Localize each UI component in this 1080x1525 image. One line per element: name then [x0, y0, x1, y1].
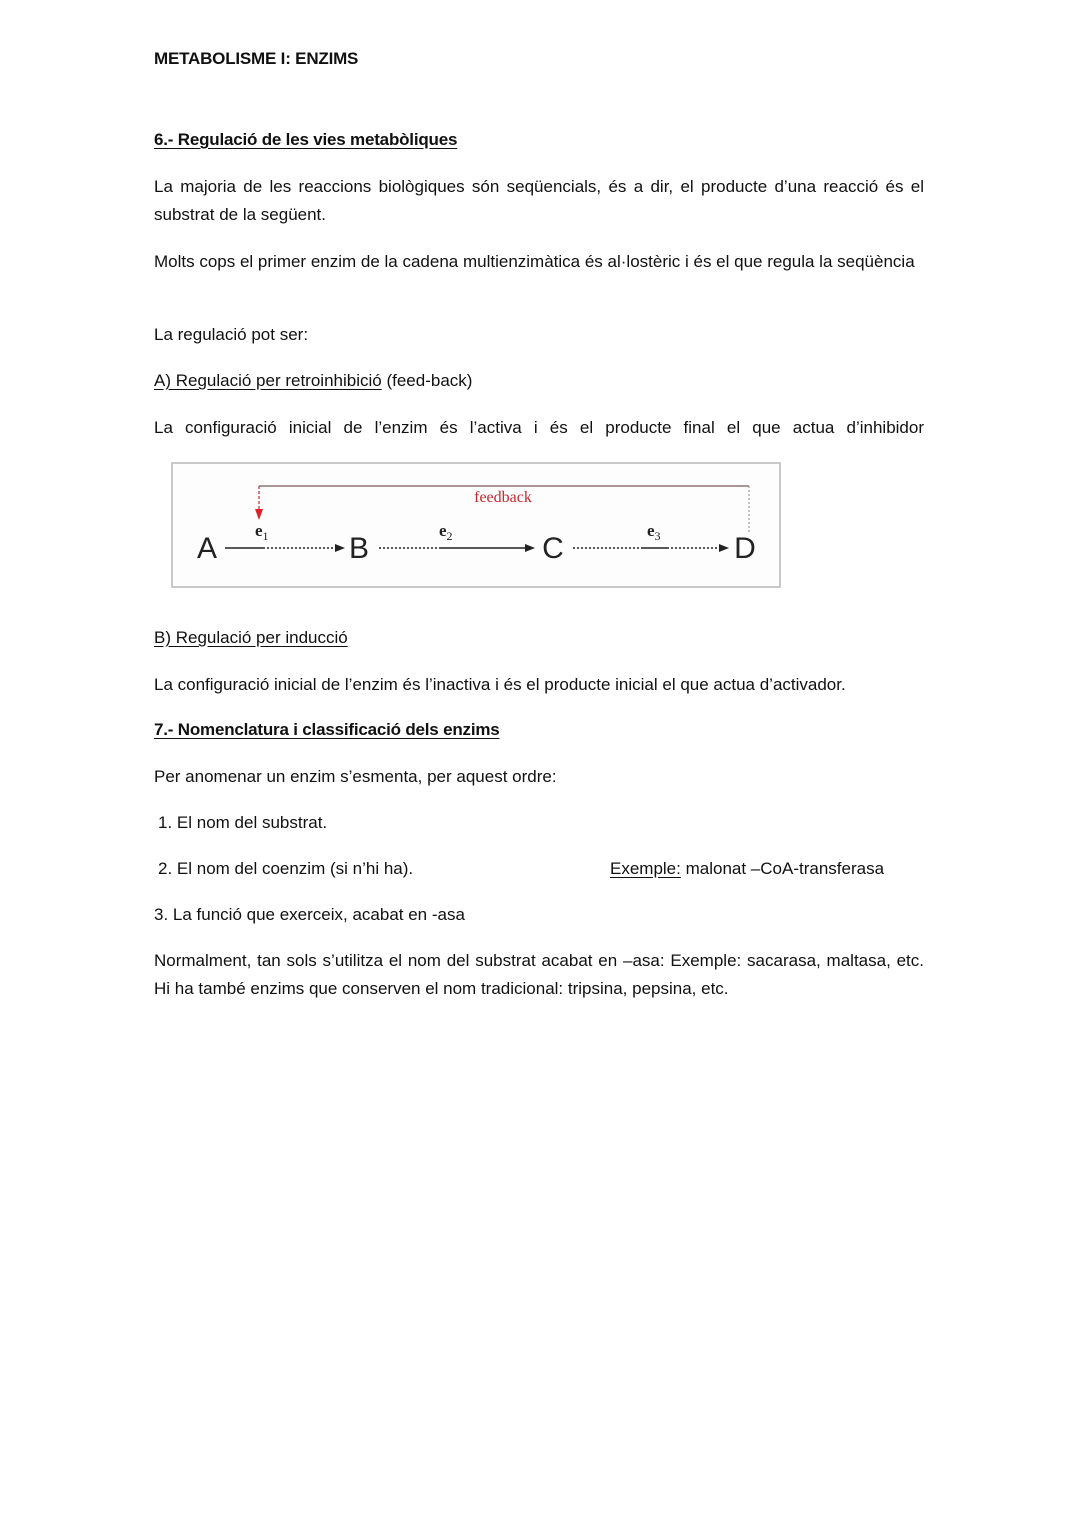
section-6-paragraph-3: La regulació pot ser:	[154, 325, 309, 344]
feedback-label: feedback	[474, 489, 532, 506]
node-c: C	[542, 532, 564, 565]
subsection-b-heading	[154, 624, 924, 652]
node-b: B	[348, 532, 370, 565]
document-header: METABOLISME I: ENZIMS	[154, 49, 359, 68]
section-7-closing: Normalment, tan sols s’utilitza el nom del substrat acabat en –asa: Exemple: sacarasa, maltasa, etc. Hi ha també enzims que conserven el nom tradicional: tripsina, pepsina, etc.	[154, 951, 924, 998]
list-item-1: 1. El nom del substrat.	[158, 813, 328, 832]
section-6-paragraph-2: Molts cops el primer enzim de la cadena multienzimàtica és al·lostèric i és el que regula la seqüència	[154, 252, 915, 271]
section-6-paragraph-1: La majoria de les reaccions biològiques són seqüencials, és a dir, el producte d’una reacció és el substrat de la següent.	[154, 177, 924, 224]
subsection-a-title-suffix: (feed-back)	[381, 371, 473, 390]
section-7-title: 7.- Nomenclatura i classificació dels enzims	[154, 720, 500, 739]
arrow-icon	[335, 544, 345, 552]
feedback-diagram	[171, 462, 781, 588]
list-item-2: 2. El nom del coenzim (si n’hi ha).	[158, 859, 414, 878]
arrow-icon	[525, 544, 535, 552]
subsection-a-heading	[154, 367, 924, 395]
subsection-a-text: La configuració inicial de l’enzim és l’activa i és el producte final el que actua d’inhibidor	[154, 418, 924, 437]
example-note	[610, 855, 884, 883]
example-label: Exemple:	[610, 859, 681, 878]
enzyme-e3: $e_3$	[647, 521, 661, 543]
subsection-b-title: B) Regulació per inducció	[154, 628, 348, 647]
example-text: malonat –CoA-transferasa	[680, 859, 885, 878]
node-d: D	[734, 532, 756, 565]
enzyme-e1: $e_1$	[255, 521, 269, 543]
node-a: A	[196, 532, 218, 565]
section-7-intro: Per anomenar un enzim s’esmenta, per aquest ordre:	[154, 767, 557, 786]
section-6-title: 6.- Regulació de les vies metabòliques	[154, 130, 458, 149]
arrow-icon	[719, 544, 729, 552]
list-item-3: 3. La funció que exerceix, acabat en -asa	[154, 905, 465, 924]
enzyme-e2: $e_2$	[439, 521, 453, 543]
inhibition-arrow-icon	[255, 509, 263, 520]
subsection-b-text: La configuració inicial de l’enzim és l’inactiva i és el producte inicial el que actua d’activador.	[154, 675, 846, 694]
subsection-a-title: A) Regulació per retroinhibició	[154, 371, 382, 390]
